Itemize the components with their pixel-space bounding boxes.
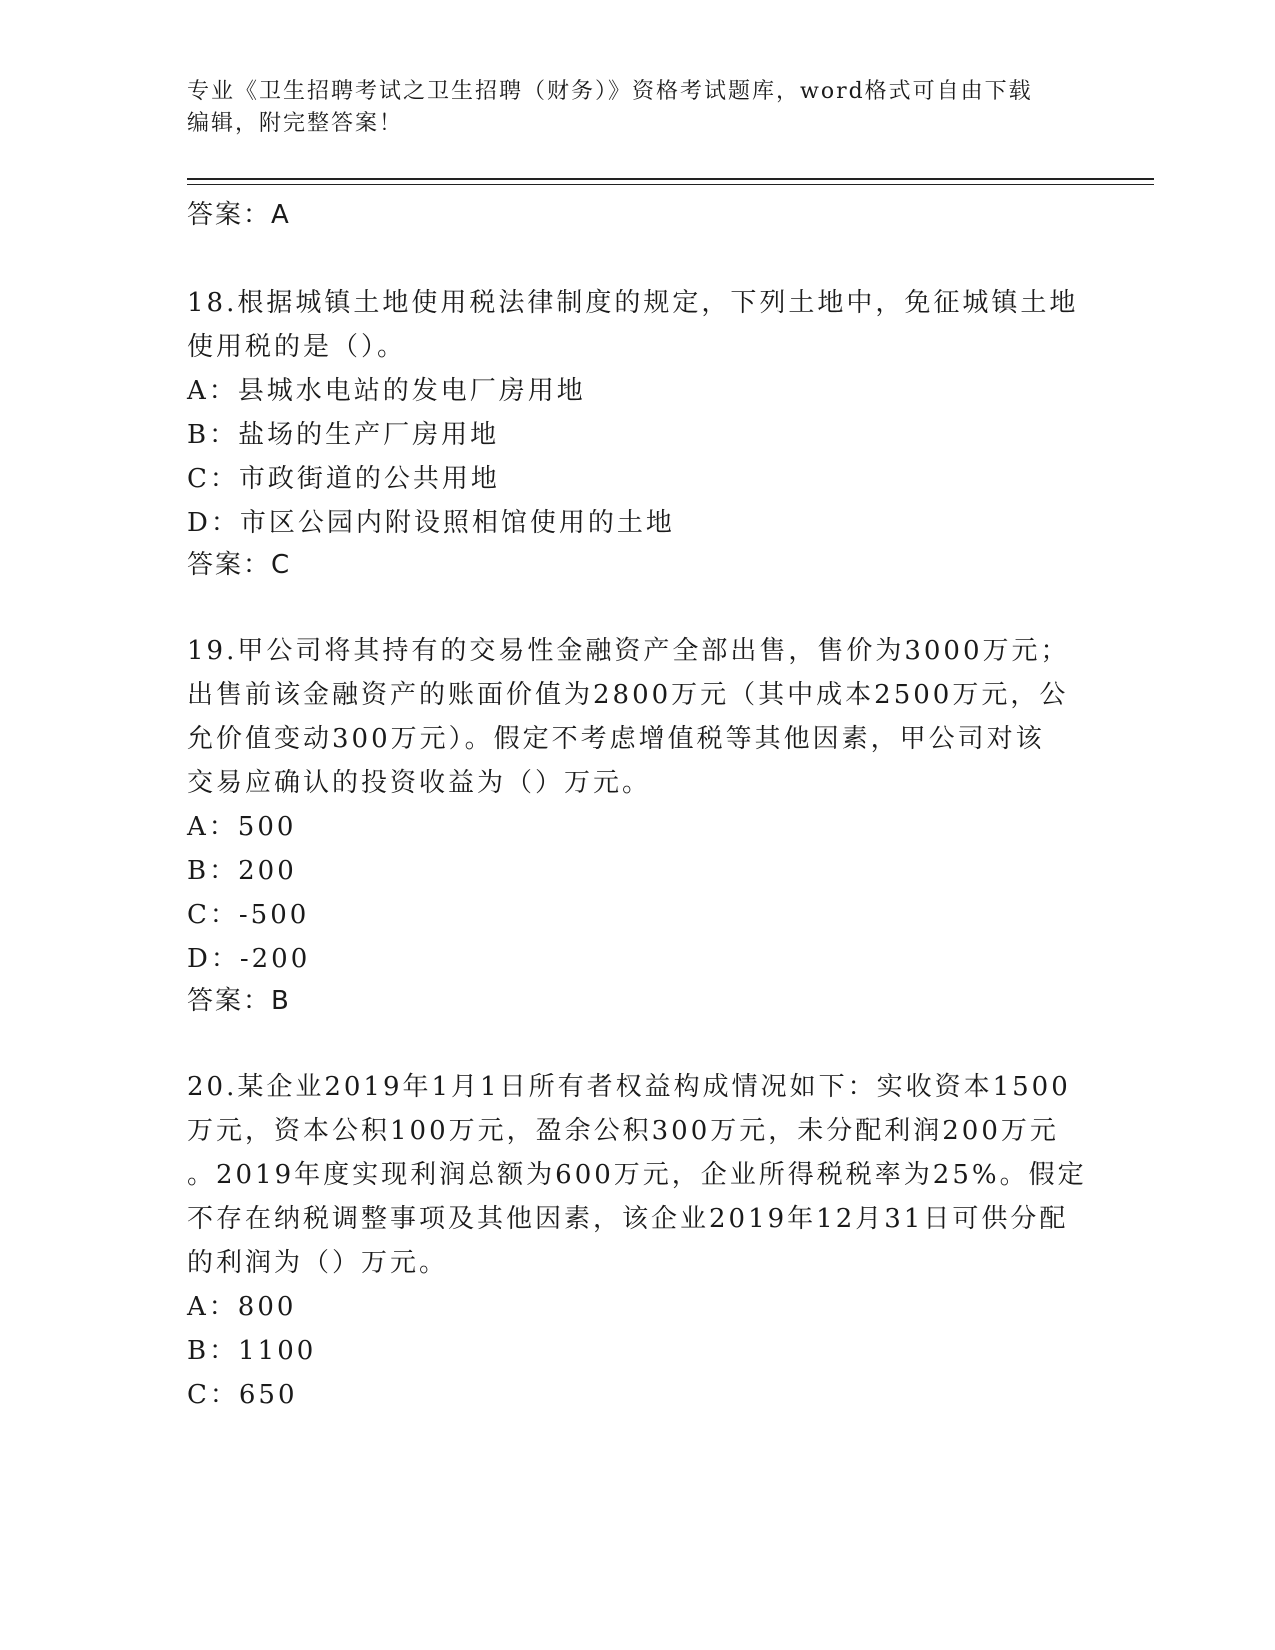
question-20-option-a: A：800 (187, 1292, 297, 1322)
question-20-line-2: 万元，资本公积100万元，盈余公积300万元，未分配利润200万元 (187, 1116, 1059, 1146)
question-18-option-c: C：市政街道的公共用地 (187, 464, 500, 494)
header-line-2: 编辑，附完整答案！ (187, 111, 404, 136)
question-19-option-d: D：-200 (187, 944, 311, 974)
header-line-1: 专业《卫生招聘考试之卫生招聘（财务）》资格考试题库，word格式可自由下载 (187, 79, 1033, 104)
previous-answer: 答案：A (187, 200, 291, 230)
question-18-answer: 答案：C (187, 550, 292, 580)
question-19-line-4: 交易应确认的投资收益为（）万元。 (187, 768, 652, 798)
question-18-option-a: A：县城水电站的发电厂房用地 (187, 376, 586, 406)
question-20-line-3: 。2019年度实现利润总额为600万元，企业所得税税率为25%。假定 (187, 1160, 1087, 1190)
question-20-line-1: 20.某企业2019年1月1日所有者权益构成情况如下：实收资本1500 (187, 1072, 1071, 1102)
question-18-option-d: D：市区公园内附设照相馆使用的土地 (187, 508, 675, 538)
question-19-line-1: 19.甲公司将其持有的交易性金融资产全部出售，售价为3000万元； (187, 636, 1070, 666)
question-20-line-4: 不存在纳税调整事项及其他因素，该企业2019年12月31日可供分配 (187, 1204, 1069, 1234)
header-rule-thick (187, 178, 1154, 180)
header-rule-thin (187, 184, 1154, 185)
question-19-line-2: 出售前该金融资产的账面价值为2800万元（其中成本2500万元，公 (187, 680, 1069, 710)
question-19-option-a: A：500 (187, 812, 297, 842)
question-19-option-c: C：-500 (187, 900, 310, 930)
question-20-line-5: 的利润为（）万元。 (187, 1248, 449, 1278)
question-19-answer: 答案：B (187, 986, 291, 1016)
question-18-line-2: 使用税的是（）。 (187, 332, 407, 362)
question-18-line-1: 18.根据城镇土地使用税法律制度的规定，下列土地中，免征城镇土地 (187, 288, 1079, 318)
question-20-option-c: C：650 (187, 1380, 298, 1410)
question-19-line-3: 允价值变动300万元）。假定不考虑增值税等其他因素，甲公司对该 (187, 724, 1045, 754)
question-20-option-b: B：1100 (187, 1336, 317, 1366)
question-19-option-b: B：200 (187, 856, 297, 886)
question-18-option-b: B：盐场的生产厂房用地 (187, 420, 500, 450)
